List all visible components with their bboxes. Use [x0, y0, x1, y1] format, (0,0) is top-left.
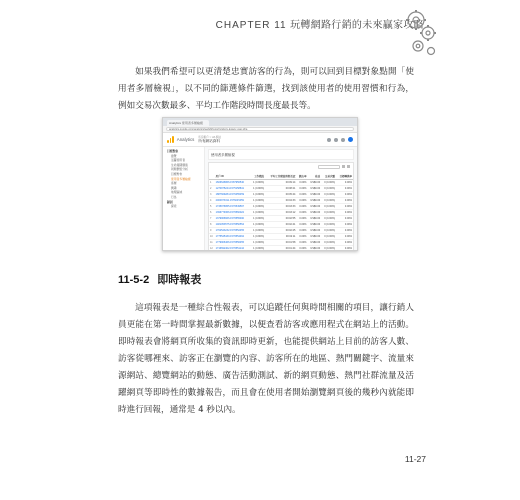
table-cell: 10	[210, 234, 213, 238]
user-table	[209, 170, 353, 251]
table-cell: 0 (0.00%)	[321, 233, 336, 239]
table-cell: 0 (0.00%)	[321, 215, 336, 221]
column-header: 跳出率	[296, 170, 307, 179]
column-header: 收益	[307, 170, 321, 179]
realtime-paragraph	[118, 300, 414, 419]
appbar-icons	[327, 137, 353, 142]
table-cell: 0.00%	[296, 227, 307, 233]
table-cell: 00:08:21	[265, 185, 296, 191]
table-cell: 2	[209, 185, 215, 191]
bell-icon	[327, 138, 331, 142]
account-selector	[198, 135, 221, 144]
table-cell: 00:01:44	[265, 245, 296, 251]
chapter-label: CHAPTER 11	[215, 20, 287, 31]
column-header: 交易次數	[321, 170, 336, 179]
realtime-paragraph-text: 這項報表是一種綜合性報表，可以追蹤任何與時間相關的項目，讓行銷人員更能在第一時間掌握最新數據，以便查看訪客或應用程式在網站上的活動。即時報表會將網頁所收集的資訊即時更新，也能提供網站上目前的訪客人數、訪客從哪裡來、訪客正在瀏覽的內容、訪客所在的地區、熱門關鍵字、流量來源網站、總覽網站的動態、廣告活動測試、新的網頁動態、熱門社群流量及活躍網頁等即時性的數據報告，而且會在使用者開始瀏覽網頁後的幾秒內就能即時進行回報，通常是 4 秒以內。	[118, 303, 414, 415]
table-cell: 0.00%	[296, 197, 307, 203]
analytics-appbar	[163, 133, 357, 147]
table-cell: 0.00%	[336, 239, 353, 245]
table-cell: 0.00%	[296, 215, 307, 221]
table-cell: 0.00%	[336, 209, 353, 215]
table-cell: 00:02:41	[265, 221, 296, 227]
app-name: Analytics	[176, 137, 195, 142]
browser-urlbar	[163, 126, 357, 133]
table-cell: 4	[209, 197, 215, 203]
table-cell: 1 (0.96%)	[250, 185, 265, 191]
table-cell: 0.00%	[336, 245, 353, 251]
table-cell: 1 (0.96%)	[250, 233, 265, 239]
table-cell: 00:02:25	[265, 227, 296, 233]
table-cell: 9	[209, 227, 215, 233]
table-cell: 0.00%	[336, 203, 353, 209]
table-cell: 0.00%	[336, 185, 353, 191]
avatar	[348, 137, 353, 142]
table-cell: 00:09:14	[265, 179, 296, 185]
analytics-sidebar	[163, 147, 205, 251]
table-cell: 1 (0.96%)	[250, 209, 265, 215]
table-cell: US$0.00	[307, 179, 321, 185]
analytics-logo-icon	[167, 136, 174, 143]
table-cell: 0.00%	[296, 209, 307, 215]
table-cell: 0.00%	[296, 239, 307, 245]
search-icon	[342, 165, 345, 168]
table-cell: 0 (0.00%)	[321, 203, 336, 209]
table-cell: 0.00%	[336, 197, 353, 203]
sidebar-item: 目標對象	[167, 149, 179, 153]
table-cell: 12	[210, 246, 213, 250]
table-cell: 0.00%	[296, 185, 307, 191]
sidebar-item: 活躍使用者	[171, 158, 185, 163]
section-heading	[118, 271, 201, 287]
analytics-main	[163, 147, 357, 251]
table-cell: US$0.00	[307, 227, 321, 233]
table-cell: 00:03:12	[265, 209, 296, 215]
sidebar-item: 探索	[171, 204, 177, 209]
page-number: 11-27	[404, 454, 426, 464]
column-header: 工作階段	[250, 170, 265, 179]
table-cell: 0.00%	[296, 191, 307, 197]
sidebar-item: 行為	[171, 194, 177, 199]
sidebar-item: 歸因	[167, 199, 173, 204]
table-cell: 1	[209, 179, 215, 185]
table-cell: 1 (0.96%)	[250, 179, 265, 185]
table-cell: US$0.00	[307, 233, 321, 239]
table-cell: 00:02:11	[265, 233, 296, 239]
column-header: 平均工作階段時間長度	[265, 170, 296, 179]
table-cell: 1775545430.1576554462	[215, 233, 251, 239]
table-cell: 1 (0.96%)	[250, 197, 265, 203]
table-cell: US$0.00	[307, 221, 321, 227]
table-cell: 0.00%	[296, 233, 307, 239]
gears-icon	[398, 6, 440, 58]
table-cell: 0 (0.00%)	[321, 191, 336, 197]
section-number: 11-5-2	[118, 274, 150, 286]
table-cell: 0.00%	[336, 191, 353, 197]
sidebar-item: 地理區域	[171, 190, 183, 195]
table-cell: US$0.00	[307, 185, 321, 191]
account-name: 所有網站資料	[198, 139, 220, 143]
table-cell: 0 (0.00%)	[321, 209, 336, 215]
column-header: 目標轉換率	[336, 170, 353, 179]
table-cell: US$0.00	[307, 191, 321, 197]
chapter-header	[216, 16, 424, 31]
table-cell: 0.00%	[336, 227, 353, 233]
table-cell: 1 (0.96%)	[250, 221, 265, 227]
table-cell: 00:01:58	[265, 239, 296, 245]
browser-tabbar	[163, 118, 357, 126]
table-cell: 1887669284.1576455459	[215, 191, 251, 197]
browser-tab: Analytics 使用者多層檢視	[167, 120, 209, 126]
account-path: 所有帳戶 > UA 網站	[198, 136, 222, 139]
table-cell: 00:02:55	[265, 215, 296, 221]
table-cell: 1745976955.1576549597	[215, 203, 251, 209]
table-cell: 1379966666.1576555490	[215, 215, 251, 221]
table-cell: 00:03:33	[265, 203, 296, 209]
table-cell: 0.00%	[336, 233, 353, 239]
table-cell: 6	[209, 209, 215, 215]
table-cell: 7	[209, 215, 215, 221]
table-cell: 0 (0.00%)	[321, 179, 336, 185]
table-cell: US$0.00	[307, 245, 321, 251]
sidebar-item: 同類群組分析	[171, 167, 188, 172]
table-cell: 0.00%	[296, 245, 307, 251]
table-cell: 8	[209, 221, 215, 227]
table-cell: 1762543232.1576552455	[215, 227, 251, 233]
table-cell: US$0.00	[307, 203, 321, 209]
browser-url: analytics.google.com/analytics/web/#/report/visitors-legacy-user-id/a	[166, 127, 354, 131]
table-cell: 1396779366.1576560022	[215, 209, 251, 215]
table-cell: 2000973311.1576045459	[215, 197, 251, 203]
analytics-screenshot	[162, 117, 358, 251]
table-cell: 0.00%	[296, 179, 307, 185]
table-cell: 00:05:44	[265, 191, 296, 197]
table-cell: 1 (0.96%)	[250, 245, 265, 251]
table-cell: 0.00%	[336, 215, 353, 221]
report-card	[208, 162, 354, 251]
apps-icon	[334, 138, 338, 142]
table-cell: 00:04:33	[265, 197, 296, 203]
table-row	[209, 245, 353, 251]
table-cell: 0.00%	[336, 179, 353, 185]
chapter-title: 玩轉網路行銷的未來贏家攻略	[290, 20, 424, 31]
sidebar-item: 使用者多層檢視	[171, 176, 191, 181]
intro-paragraph-text: 如果我們希望可以更清楚忠實訪客的行為，則可以回到目標對象點開「使用者多層檢視」，以不同的篩選條件篩選，找到該使用者的使用習慣和行為，例如交易次數最多、平均工作階段時間長度最長等。	[118, 67, 414, 111]
table-cell: US$0.00	[307, 215, 321, 221]
table-cell: US$0.00	[307, 197, 321, 203]
table-cell: 0 (0.00%)	[321, 227, 336, 233]
table-cell: 1 (0.96%)	[250, 227, 265, 233]
section-title: 即時報表	[157, 273, 202, 286]
report-title: 使用者多層檢視	[208, 149, 354, 160]
intro-paragraph	[118, 64, 414, 115]
table-cell: 0 (0.00%)	[321, 239, 336, 245]
sidebar-item: 興趣	[171, 185, 177, 190]
table-cell: 1270975244.1575158841	[215, 185, 251, 191]
table-cell: 1 (0.96%)	[250, 215, 265, 221]
table-cell: 11	[210, 240, 213, 244]
table-cell: 0 (0.00%)	[321, 221, 336, 227]
table-cell: 0 (0.00%)	[321, 197, 336, 203]
table-cell: 5	[209, 203, 215, 209]
table-cell: 1606646866.1587956540	[215, 179, 251, 185]
table-cell: 0 (0.00%)	[321, 245, 336, 251]
table-cell: 1779906466.1576556455	[215, 239, 251, 245]
sidebar-item: 客層	[171, 181, 177, 186]
table-cell: 1481053575.1576550554	[215, 221, 251, 227]
table-cell: 1716692402.1576551144	[215, 245, 251, 251]
table-cell: 0.00%	[336, 221, 353, 227]
sidebar-item: 目標對象	[171, 171, 183, 176]
table-cell: 0.00%	[296, 203, 307, 209]
table-cell: 3	[209, 191, 215, 197]
more-icon	[341, 138, 345, 142]
sidebar-item: 生命週期價值	[171, 162, 188, 167]
table-cell: 1 (0.96%)	[250, 203, 265, 209]
table-cell: US$0.00	[307, 239, 321, 245]
table-cell: US$0.00	[307, 209, 321, 215]
view-toggle-icon	[347, 165, 350, 168]
table-cell: 0.00%	[296, 221, 307, 227]
sidebar-item: 總覽	[171, 153, 177, 158]
report-content	[205, 147, 357, 251]
table-cell: 0 (0.00%)	[321, 185, 336, 191]
table-search-input	[318, 165, 340, 169]
column-header: 用戶 ID	[215, 170, 251, 179]
table-cell: 1 (0.96%)	[250, 239, 265, 245]
table-toolbar	[209, 163, 353, 170]
table-cell: 1 (0.96%)	[250, 191, 265, 197]
